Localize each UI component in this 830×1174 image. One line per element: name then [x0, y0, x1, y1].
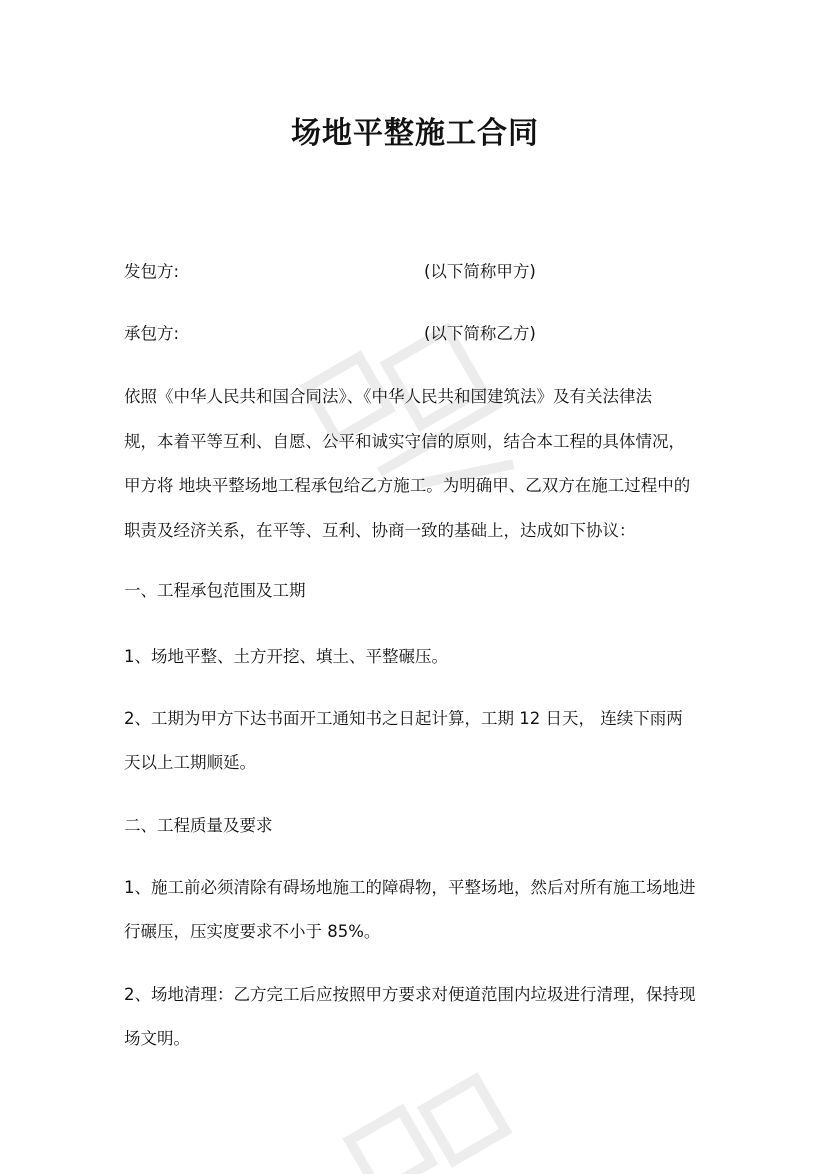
contractor-note: (以下简称乙方): [424, 324, 536, 343]
watermark-graphic-bottom: [300, 1060, 560, 1174]
section-1-item-2-line-1: 2、工期为甲方下达书面开工通知书之日起计算，工期 12 日天， 连续下雨两: [124, 709, 683, 728]
section-2-item-1-line-1: 1、施工前必须清除有碍场地施工的障碍物，平整场地，然后对所有施工场地进: [124, 878, 696, 897]
section-2-item-2-line-1: 2、场地清理：乙方完工后应按照甲方要求对便道范围内垃圾进行清理，保持现: [124, 985, 696, 1004]
section-1-heading: 一、工程承包范围及工期: [124, 581, 306, 600]
intro-line-1: 依照《中华人民共和国合同法》、《中华人民共和国建筑法》及有关法律法: [124, 387, 652, 406]
page-title: 场地平整施工合同: [291, 116, 539, 151]
section-1-item-1: 1、场地平整、土方开挖、填土、平整碾压。: [124, 647, 448, 666]
section-1-item-2-line-2: 天以上工期顺延。: [124, 753, 256, 772]
contractor-label: 承包方:: [124, 324, 180, 343]
intro-line-3: 甲方将 地块平整场地工程承包给乙方施工。为明确甲、乙双方在施工过程中的: [124, 476, 691, 495]
section-2-item-1-line-2: 行碾压，压实度要求不小于 85%。: [124, 922, 381, 941]
employer-label: 发包方:: [124, 262, 180, 281]
section-2-heading: 二、工程质量及要求: [124, 816, 273, 835]
intro-line-4: 职责及经济关系，在平等、互利、协商一致的基础上，达成如下协议：: [124, 521, 636, 540]
section-2-item-2-line-2: 场文明。: [124, 1029, 190, 1048]
employer-note: (以下简称甲方): [424, 262, 536, 281]
intro-line-2: 规，本着平等互利、自愿、公平和诚实守信的原则，结合本工程的具体情况，: [124, 432, 685, 451]
